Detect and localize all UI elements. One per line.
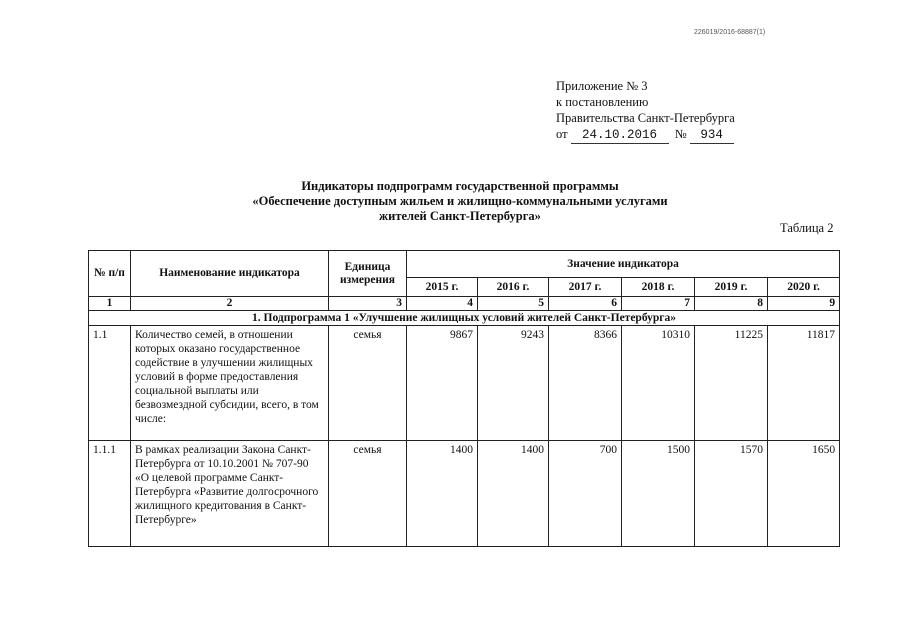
column-number: 5: [478, 297, 549, 311]
indicator-unit: семья: [329, 441, 407, 547]
table-row: [89, 326, 840, 441]
column-number: 6: [549, 297, 622, 311]
column-number: 7: [622, 297, 695, 311]
header-year: 2015 г.: [407, 278, 478, 297]
column-number: 3: [329, 297, 407, 311]
document-title: [200, 179, 720, 224]
value-cell: 1570: [695, 441, 768, 547]
indicator-unit: семья: [329, 326, 407, 441]
value-cell: 1400: [478, 441, 549, 547]
section-title: 1. Подпрограмма 1 «Улучшение жилищных условий жителей Санкт-Петербурга»: [89, 311, 840, 326]
value-cell: 1650: [768, 441, 840, 547]
table-header-row: [89, 251, 840, 278]
value-cell: 8366: [549, 326, 622, 441]
section-row: [89, 311, 840, 326]
column-number-row: [89, 297, 840, 311]
column-number: 2: [131, 297, 329, 311]
header-year: 2020 г.: [768, 278, 840, 297]
annex-line-3: Правительства Санкт-Петербурга: [556, 111, 735, 125]
resolution-number: 934: [690, 127, 734, 144]
indicators-table: [88, 250, 840, 547]
header-num: № п/п: [89, 251, 131, 297]
header-year: 2019 г.: [695, 278, 768, 297]
value-cell: 10310: [622, 326, 695, 441]
annex-line-2: к постановлению: [556, 95, 649, 109]
header-year: 2017 г.: [549, 278, 622, 297]
column-number: 1: [89, 297, 131, 311]
header-year: 2018 г.: [622, 278, 695, 297]
value-cell: 11817: [768, 326, 840, 441]
value-cell: 11225: [695, 326, 768, 441]
value-cell: 1400: [407, 441, 478, 547]
value-cell: 9867: [407, 326, 478, 441]
indicator-name: В рамках реализации Закона Санкт-Петербурга от 10.10.2001 № 707-90 «О целевой программе Санкт-Петербурга «Развитие долгосрочного жилищного кредитования в Санкт-Петербурге»: [131, 441, 329, 547]
header-unit: Единица измерения: [329, 251, 407, 297]
title-line-2: «Обеспечение доступным жильем и жилищно-коммунальными услугами: [252, 194, 668, 208]
value-cell: 9243: [478, 326, 549, 441]
table-label: Таблица 2: [780, 221, 834, 235]
annex-block: [556, 78, 735, 144]
document-registration-stamp: 226019/2016-68887(1): [694, 29, 766, 36]
row-number: 1.1.1: [89, 441, 131, 547]
resolution-date: 24.10.2016: [571, 127, 669, 144]
header-year: 2016 г.: [478, 278, 549, 297]
title-line-1: Индикаторы подпрограмм государственной программы: [301, 179, 619, 193]
table-row: [89, 441, 840, 547]
column-number: 8: [695, 297, 768, 311]
header-value-group: Значение индикатора: [407, 251, 840, 278]
column-number: 9: [768, 297, 840, 311]
value-cell: 1500: [622, 441, 695, 547]
header-name: Наименование индикатора: [131, 251, 329, 297]
column-number: 4: [407, 297, 478, 311]
number-prefix: №: [674, 127, 687, 141]
value-cell: 700: [549, 441, 622, 547]
title-line-3: жителей Санкт-Петербурга»: [379, 209, 541, 223]
annex-date-line: [556, 126, 735, 144]
indicator-name: Количество семей, в отношении которых оказано государственное содействие в улучшении жилищных условий в форме предоставления социальной выплаты или безвозмездной субсидии, всего, в том числе:: [131, 326, 329, 441]
annex-line-1: Приложение № 3: [556, 79, 648, 93]
date-prefix: от: [556, 127, 568, 141]
row-number: 1.1: [89, 326, 131, 441]
